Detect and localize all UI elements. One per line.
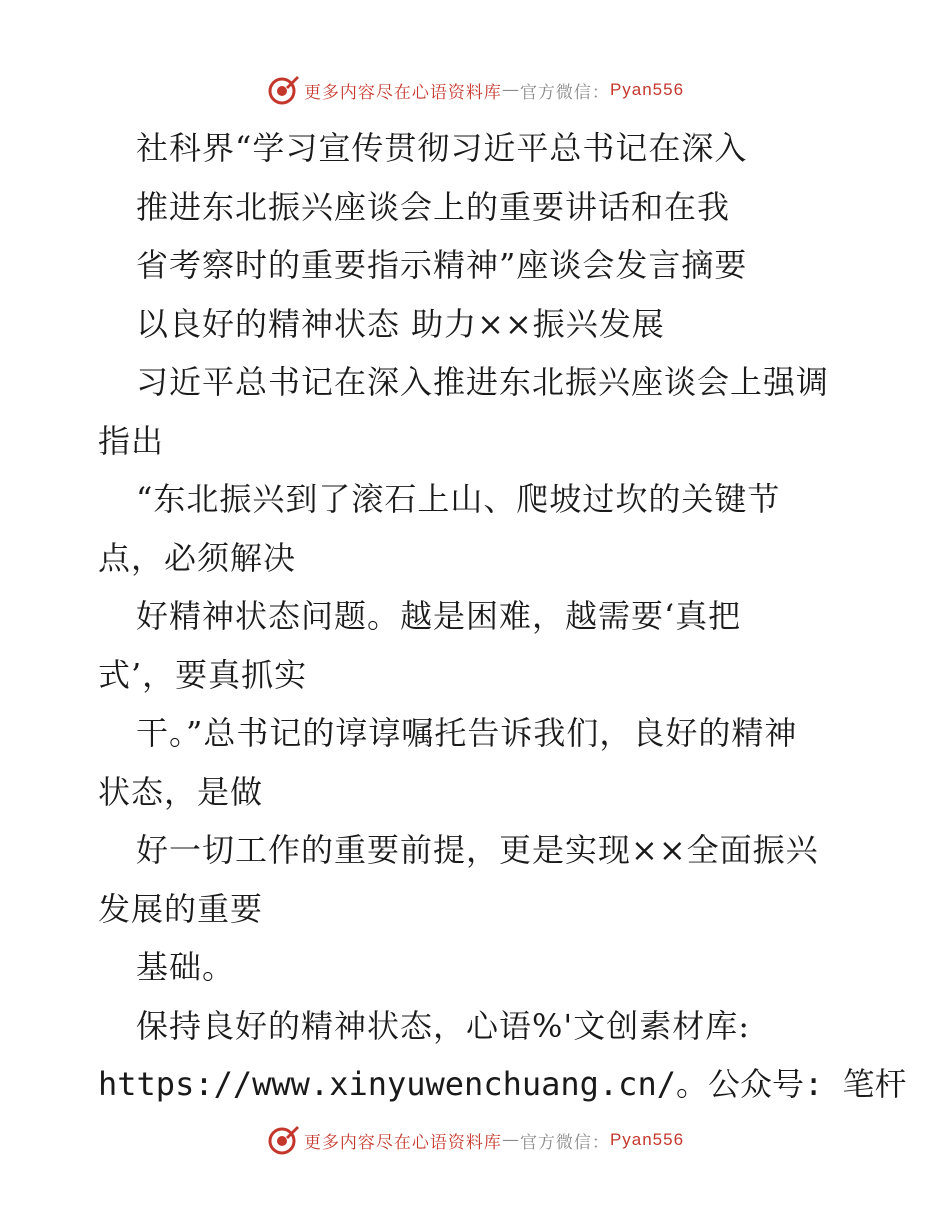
banner-account: Pyan556 bbox=[609, 1130, 685, 1149]
body-line: 习近平总书记在深入推进东北振兴座谈会上强调 bbox=[136, 363, 830, 401]
header-watermark-banner bbox=[0, 70, 950, 110]
title-line-2: 推进东北振兴座谈会上的重要讲话和在我 bbox=[136, 187, 731, 226]
body-line: 式’，要真抓实 bbox=[98, 655, 308, 694]
title-line-3: 省考察时的重要指示精神”座谈会发言摘要 bbox=[136, 246, 748, 284]
banner-account: Pyan556 bbox=[609, 80, 685, 99]
banner-text: 更多内容尽在心语资料库 bbox=[303, 1132, 502, 1153]
banner-wechat-label: 官方微信： bbox=[519, 1132, 610, 1153]
body-line: 指出 bbox=[98, 421, 165, 460]
banner-separator: — bbox=[501, 1130, 520, 1150]
body-line: 状态，是做 bbox=[98, 772, 264, 811]
title-line-1: 社科界“学习宣传贯彻习近平总书记在深入 bbox=[136, 129, 748, 167]
body-line: “东北振兴到了滚石上山、爬坡过坎的关键节 bbox=[136, 480, 781, 518]
footer-watermark-banner bbox=[0, 1120, 950, 1160]
body-line: 干。”总书记的谆谆嘱托告诉我们，良好的精神 bbox=[136, 714, 798, 752]
body-line: 点，必须解决 bbox=[98, 538, 297, 577]
body-line: 保持良好的精神状态，心语%'文创素材库: bbox=[136, 1006, 750, 1045]
body-line: 基础。 bbox=[136, 948, 236, 986]
body-line: 好精神状态问题。越是困难，越需要‘真把 bbox=[136, 597, 742, 635]
body-line: 好一切工作的重要前提，更是实现××全面振兴 bbox=[136, 831, 819, 869]
url-line: https://www.xinyuwenchuang.cn/。公众号: 笔杆 bbox=[98, 1065, 907, 1103]
body-line: 发展的重要 bbox=[98, 889, 264, 928]
banner-wechat-label: 官方微信： bbox=[519, 82, 610, 103]
pen-logo-icon bbox=[266, 73, 300, 107]
pen-logo-icon bbox=[266, 1123, 300, 1157]
banner-separator: — bbox=[501, 80, 520, 100]
banner-text: 更多内容尽在心语资料库 bbox=[303, 82, 502, 103]
subtitle-line: 以良好的精神状态 助力××振兴发展 bbox=[136, 304, 665, 343]
document-body bbox=[98, 119, 907, 1114]
